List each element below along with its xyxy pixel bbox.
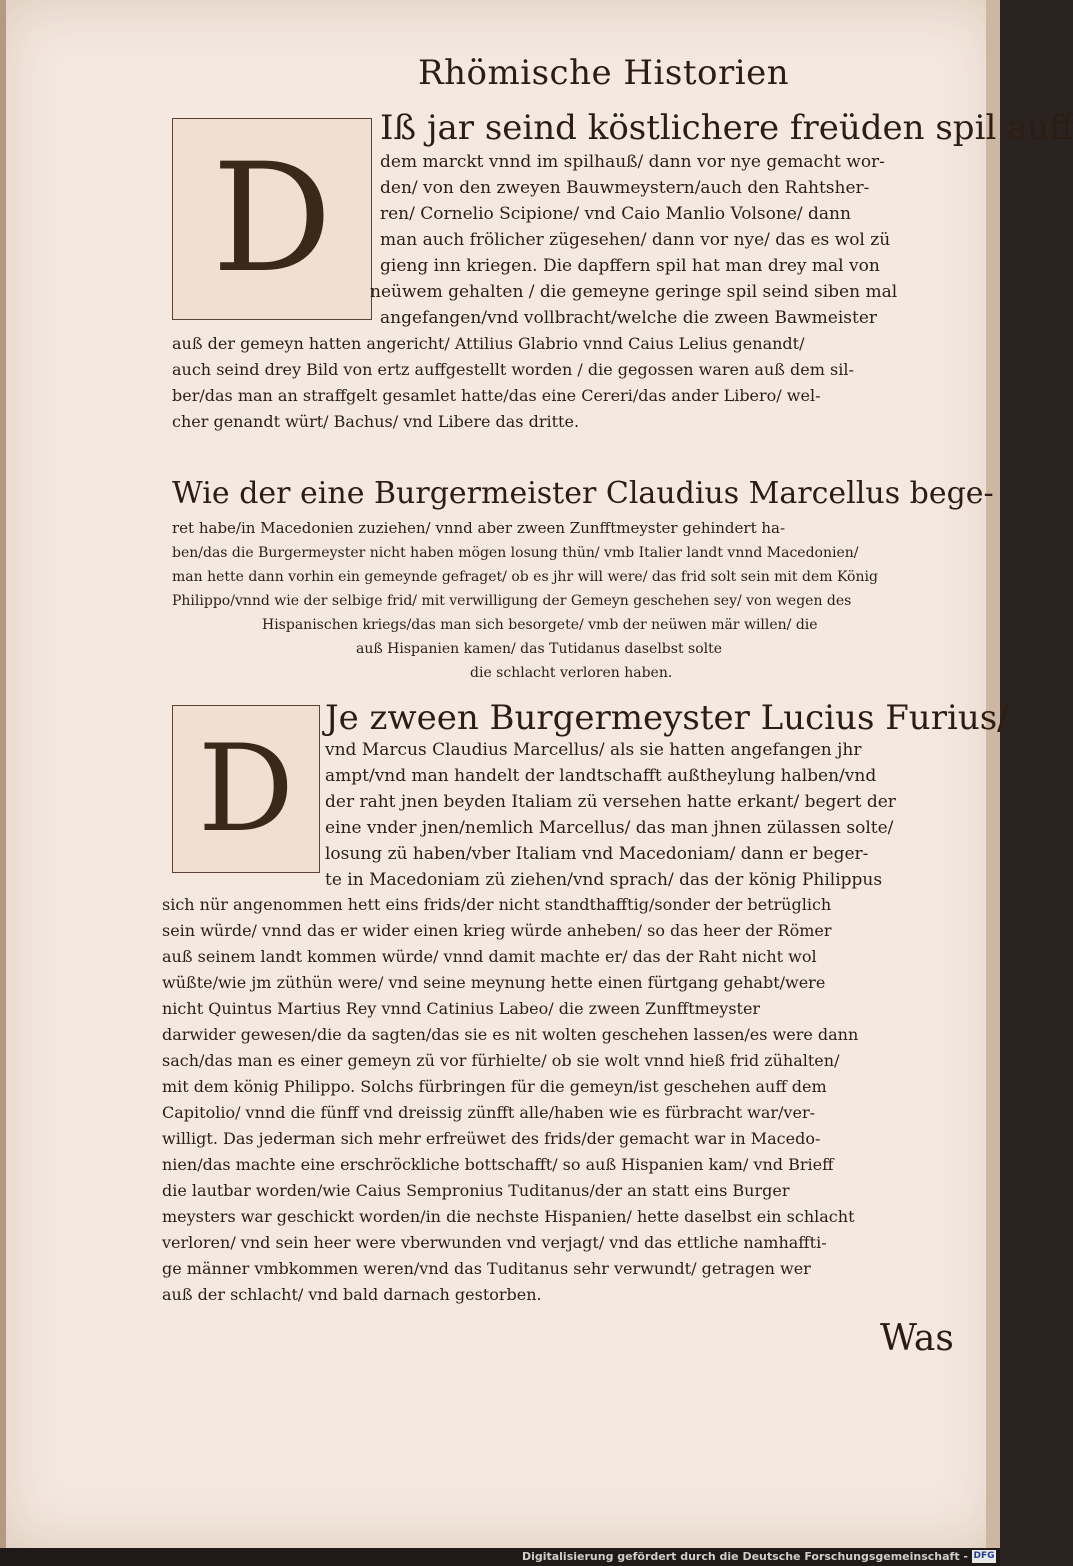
section2-line-21: ge männer vmbkommen weren/vnd das Tuditanus sehr verwundt/ getragen wer	[162, 1259, 811, 1278]
section2-line-22: auß der schlacht/ vnd bald darnach gestorben.	[162, 1285, 542, 1304]
section1-line-1: dem marckt vnnd im spilhauß/ dann vor nye gemacht wor-	[380, 152, 885, 172]
section2-line-3: der raht jnen beyden Italiam zü versehen hatte erkant/ begert der	[325, 792, 896, 812]
section1-line-10: ber/das man an straffgelt gesamlet hatte/das eine Cereri/das ander Libero/ wel-	[172, 386, 821, 405]
section2-line-18: die lautbar worden/wie Caius Sempronius Tuditanus/der an statt eins Burger	[162, 1181, 790, 1200]
chapter-heading-line-3: man hette dann vorhin ein gemeynde gefraget/ ob es jhr will were/ das frid solt sein mit dem König	[172, 569, 878, 585]
initial-letter-1: D	[211, 132, 333, 306]
section2-line-10: wüßte/wie jm züthün were/ vnd seine meynung hette einen fürtgang gehabt/were	[162, 973, 826, 992]
section2-line-2: ampt/vnd man handelt der landtschafft außtheylung halben/vnd	[325, 766, 877, 786]
dfg-logo[interactable]: DFG	[973, 1551, 995, 1561]
section2-line-9: auß seinem landt kommen würde/ vnnd damit machte er/ das der Raht nicht wol	[162, 947, 817, 966]
chapter-heading-line-7: die schlacht verloren haben.	[470, 665, 673, 681]
section2-line-11: nicht Quintus Martius Rey vnnd Catinius Labeo/ die zween Zunfftmeyster	[162, 999, 761, 1018]
chapter-heading-line-2: ben/das die Burgermeyster nicht haben mögen losung thün/ vmb Italier landt vnnd Macedonien/	[172, 545, 859, 561]
catchword: Was	[880, 1318, 954, 1359]
section2-line-0: Je zween Burgermeyster Lucius Furius/	[325, 698, 1009, 738]
section2-line-17: nien/das machte eine erschröckliche bottschafft/ so auß Hispanien kam/ vnd Brieff	[162, 1155, 834, 1174]
chapter-heading-line-1: ret habe/in Macedonien zuziehen/ vnnd aber zween Zunfftmeyster gehindert ha-	[172, 519, 786, 537]
section1-line-0: Iß jar seind köstlichere freüden spil auff	[380, 108, 1073, 148]
running-head: Rhömische Historien	[418, 53, 790, 93]
section1-line-2: den/ von den zweyen Bauwmeystern/auch den Rahtsher-	[380, 178, 870, 198]
section2-line-15: Capitolio/ vnnd die fünff vnd dreissig zünfft alle/haben wie es fürbracht war/ver-	[162, 1103, 815, 1122]
section2-line-12: darwider gewesen/die da sagten/das sie es nit wolten geschehen lassen/es were dann	[162, 1025, 859, 1044]
section2-line-6: te in Macedoniam zü ziehen/vnd sprach/ das der könig Philippus	[325, 870, 883, 890]
section2-line-4: eine vnder jnen/nemlich Marcellus/ das man jhnen zülassen solte/	[325, 818, 894, 838]
footer-credit: Digitalisierung gefördert durch die Deutsche Forschungsgemeinschaft -	[521, 1550, 968, 1563]
chapter-heading-line-6: auß Hispanien kamen/ das Tutidanus daselbst solte	[356, 641, 723, 657]
section1-line-9: auch seind drey Bild von ertz auffgestellt worden / die gegossen waren auß dem sil-	[172, 360, 854, 379]
initial-letter-2: D	[197, 719, 295, 859]
section1-line-4: man auch frölicher zügesehen/ dann vor nye/ das es wol zü	[380, 230, 891, 250]
chapter-heading-line-4: Philippo/vnnd wie der selbige frid/ mit verwilligung der Gemeyn geschehen sey/ von wegen des	[172, 593, 852, 609]
section1-line-3: ren/ Cornelio Scipione/ vnd Caio Manlio Volsone/ dann	[380, 204, 851, 224]
section1-line-5: gieng inn kriegen. Die dapffern spil hat man drey mal von	[380, 256, 880, 276]
section1-line-11: cher genandt würt/ Bachus/ vnd Libere das dritte.	[172, 412, 580, 431]
page-edge-left	[0, 0, 6, 1548]
section2-line-7: sich nür angenommen hett eins frids/der nicht standthafftig/sonder der betrüglich	[162, 895, 832, 914]
section2-line-20: verloren/ vnd sein heer were vberwunden vnd verjagt/ vnd das ettliche namhaffti-	[162, 1233, 827, 1252]
section2-line-5: losung zü haben/vber Italiam vnd Macedoniam/ dann er beger-	[325, 844, 869, 864]
section2-line-8: sein würde/ vnnd das er wider einen krieg würde anheben/ so das heer der Römer	[162, 921, 832, 940]
page-edge-right	[986, 0, 1000, 1548]
section1-line-6: neüwem gehalten / die gemeyne geringe spil seind siben mal	[370, 282, 898, 302]
digitization-footer	[0, 1548, 1000, 1566]
section2-line-16: willigt. Das jederman sich mehr erfreüwet des frids/der gemacht war in Macedo-	[162, 1129, 821, 1148]
chapter-heading-line-5: Hispanischen kriegs/das man sich besorgete/ vmb der neüwen mär willen/ die	[262, 617, 818, 633]
chapter-heading-line-0: Wie der eine Burgermeister Claudius Marcellus bege-	[172, 476, 994, 511]
section2-line-19: meysters war geschickt worden/in die nechste Hispanien/ hette daselbst ein schlacht	[162, 1207, 855, 1226]
decorated-initial-1	[172, 118, 372, 320]
section2-line-14: mit dem könig Philippo. Solchs fürbringen für die gemeyn/ist geschehen auff dem	[162, 1077, 827, 1096]
section2-line-13: sach/das man es einer gemeyn zü vor fürhielte/ ob sie wolt vnnd hieß frid zühalten/	[162, 1051, 840, 1070]
section1-line-7: angefangen/vnd vollbracht/welche die zween Bawmeister	[380, 308, 878, 328]
section1-line-8: auß der gemeyn hatten angericht/ Attilius Glabrio vnnd Caius Lelius genandt/	[172, 334, 805, 353]
section2-line-1: vnd Marcus Claudius Marcellus/ als sie hatten angefangen jhr	[325, 740, 862, 760]
decorated-initial-2	[172, 705, 320, 873]
